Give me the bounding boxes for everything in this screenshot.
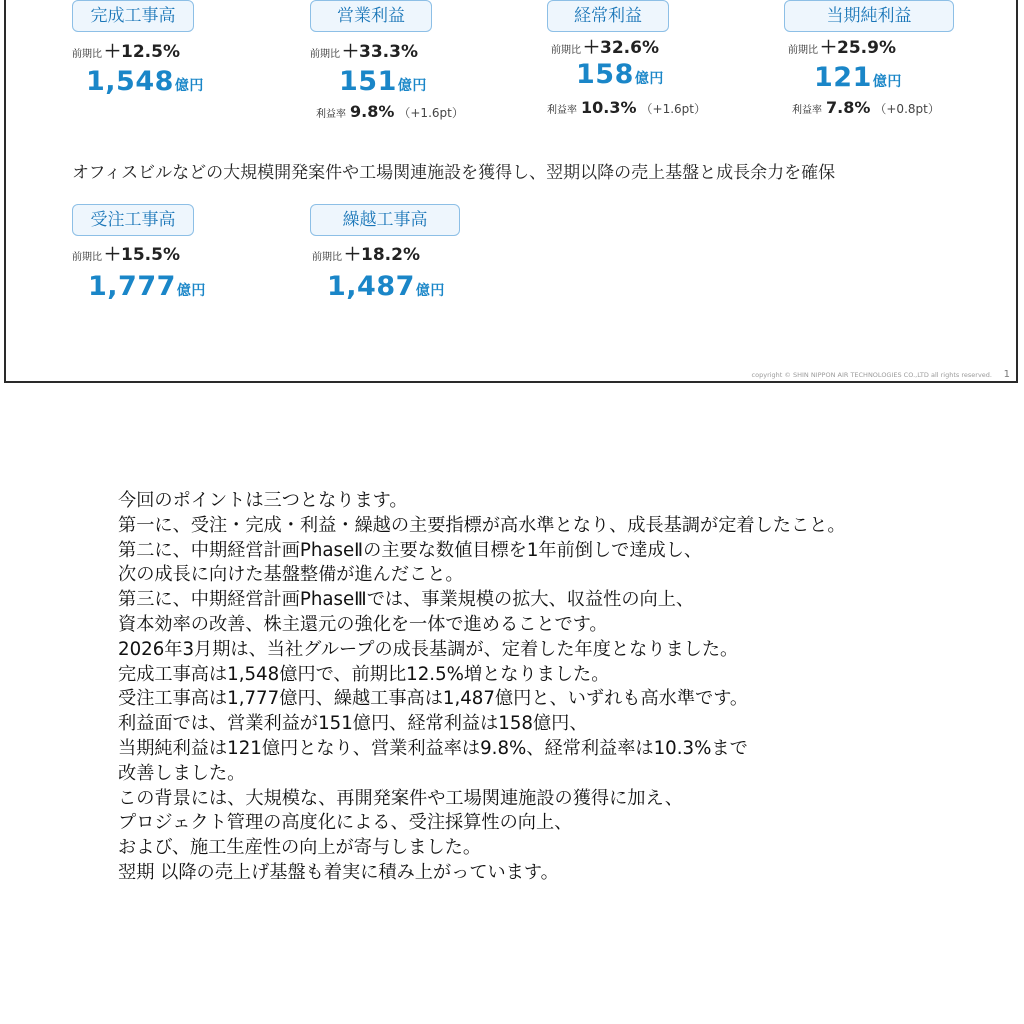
notes-line: 第三に、中期経営計画PhaseⅢでは、事業規模の拡大、収益性の向上、 bbox=[118, 589, 695, 611]
notes-line: 受注工事高は1,777億円、繰越工事高は1,487億円と、いずれも高水準です。 bbox=[118, 688, 749, 710]
notes-line: 次の成長に向けた基盤整備が進んだこと。 bbox=[118, 564, 464, 586]
notes-line: 改善しました。 bbox=[118, 762, 246, 784]
kpi-label-ordinary-profit: 経常利益 bbox=[547, 0, 669, 32]
notes-line: および、施工生産性の向上が寄与しました。 bbox=[118, 837, 482, 859]
kpi-yoy-operating-profit: 前期比 ＋33.3% bbox=[310, 42, 418, 62]
slide-panel bbox=[4, 0, 1018, 383]
kpi-value-backlog: 1,487億円 bbox=[327, 271, 445, 302]
kpi-value-ordinary-profit: 158億円 bbox=[576, 59, 664, 90]
kpi-yoy-orders-received: 前期比 ＋15.5% bbox=[72, 245, 180, 265]
notes-line: 第二に、中期経営計画PhaseⅡの主要な数値目標を1年前倒しで達成し、 bbox=[118, 539, 703, 561]
kpi-label-backlog: 繰越工事高 bbox=[310, 204, 460, 236]
copyright-footer: copyright © SHIN NIPPON AIR TECHNOLOGIES CO.,LTD all rights reserved. bbox=[751, 371, 992, 379]
notes-line: この背景には、大規模な、再開発案件や工場関連施設の獲得に加え、 bbox=[118, 787, 683, 809]
kpi-yoy-net-income: 前期比 ＋25.9% bbox=[788, 38, 896, 58]
kpi-label-orders-received: 受注工事高 bbox=[72, 204, 194, 236]
kpi-value-operating-profit: 151億円 bbox=[339, 66, 427, 97]
kpi-yoy-completed-sales: 前期比 ＋12.5% bbox=[72, 42, 180, 62]
notes-line: 2026年3月期は、当社グループの成長基調が、定着した年度となりました。 bbox=[118, 638, 739, 660]
kpi-value-net-income: 121億円 bbox=[814, 62, 902, 93]
kpi-label-net-income: 当期純利益 bbox=[784, 0, 954, 32]
kpi-yoy-backlog: 前期比 ＋18.2% bbox=[312, 245, 420, 265]
kpi-value-completed-sales: 1,548億円 bbox=[86, 66, 204, 97]
notes-line: 利益面では、営業利益が151億円、経常利益は158億円、 bbox=[118, 713, 588, 735]
notes-line: 今回のポイントは三つとなります。 bbox=[118, 490, 408, 511]
kpi-yoy-ordinary-profit: 前期比 ＋32.6% bbox=[551, 38, 659, 58]
kpi-label-completed-sales: 完成工事高 bbox=[72, 0, 194, 32]
notes-line: 資本効率の改善、株主還元の強化を一体で進めることです。 bbox=[118, 613, 608, 635]
kpi-value-orders-received: 1,777億円 bbox=[88, 271, 206, 302]
kpi-label-operating-profit: 営業利益 bbox=[310, 0, 432, 32]
notes-line: 完成工事高は1,548億円で、前期比12.5%増となりました。 bbox=[118, 663, 610, 685]
summary-text: オフィスビルなどの大規模開発案件や工場関連施設を獲得し、翌期以降の売上基盤と成長余力を確保 bbox=[72, 163, 836, 183]
kpi-margin-operating-profit: 利益率 9.8% （+1.6pt） bbox=[316, 102, 464, 121]
notes-line: プロジェクト管理の高度化による、受注採算性の向上、 bbox=[118, 812, 573, 834]
notes-line: 翌期 以降の売上げ基盤も着実に積み上がっています。 bbox=[118, 861, 559, 883]
speaker-notes bbox=[118, 489, 998, 886]
notes-line: 第一に、受注・完成・利益・繰越の主要指標が高水準となり、成長基調が定着したこと。 bbox=[118, 514, 846, 536]
page-number: 1 bbox=[1003, 369, 1010, 380]
notes-line: 当期純利益は121億円となり、営業利益率は9.8%、経常利益率は10.3%まで bbox=[118, 737, 748, 759]
kpi-margin-ordinary-profit: 利益率 10.3% （+1.6pt） bbox=[547, 98, 706, 117]
kpi-margin-net-income: 利益率 7.8% （+0.8pt） bbox=[792, 98, 940, 117]
